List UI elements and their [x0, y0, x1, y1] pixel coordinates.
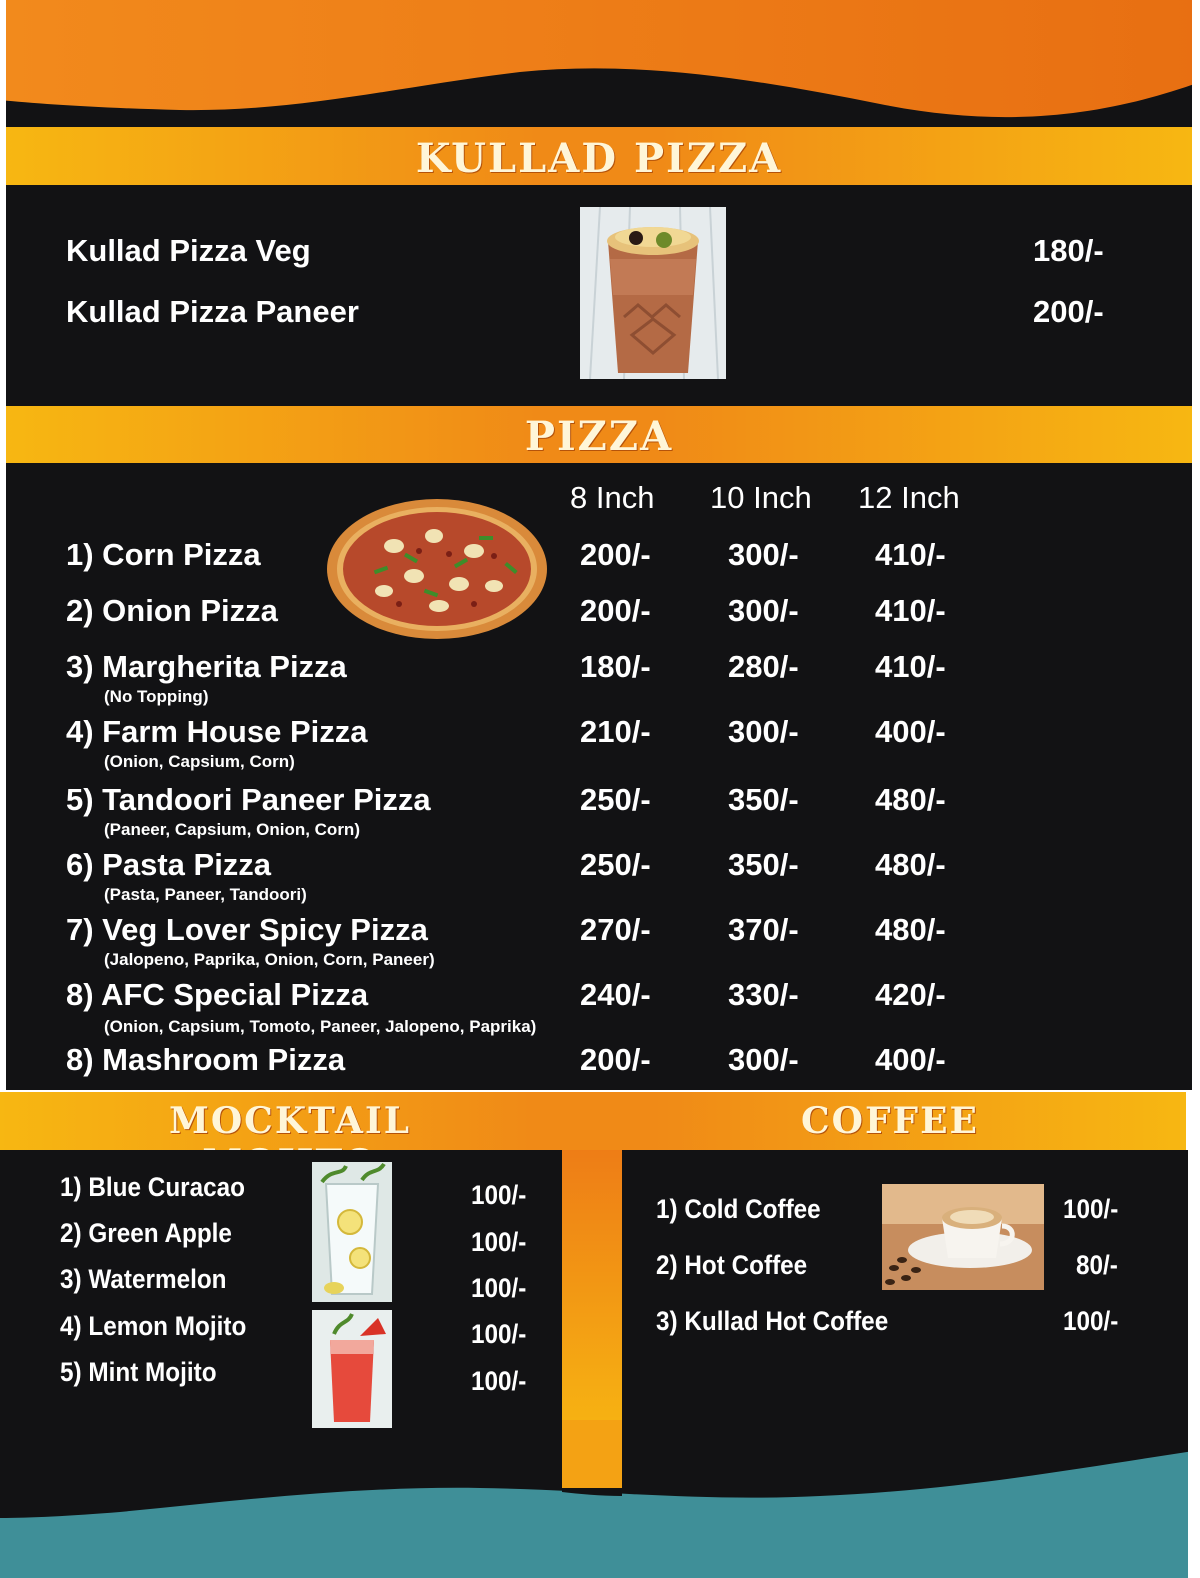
pizza-item-3-price-12: 410/-	[875, 649, 946, 684]
pizza-item-1-price-12: 410/-	[875, 537, 946, 572]
coffee-item-2-price: 80/-	[1076, 1250, 1118, 1280]
size-header-12: 12 Inch	[858, 480, 960, 515]
pizza-item-8-price-10: 330/-	[728, 977, 799, 1012]
pizza-item-3-price-8: 180/-	[580, 649, 651, 684]
kullad-item-1-name: Kullad Pizza Veg	[66, 233, 311, 268]
pizza-item-5-note: (Paneer, Capsium, Onion, Corn)	[104, 820, 360, 839]
pizza-item-5-name: 5) Tandoori Paneer Pizza	[66, 782, 431, 817]
top-wave-decoration	[0, 0, 1200, 140]
kullad-item-2-name: Kullad Pizza Paneer	[66, 294, 359, 329]
coffee-cup-image	[882, 1184, 1044, 1290]
coffee-item-1-price: 100/-	[1063, 1194, 1119, 1224]
mocktail-item-3-price: 100/-	[471, 1273, 527, 1303]
pizza-item-7-price-12: 480/-	[875, 912, 946, 947]
kullad-pizza-image	[580, 207, 726, 379]
pizza-item-4-note: (Onion, Capsium, Corn)	[104, 752, 295, 771]
pizza-item-7-price-10: 370/-	[728, 912, 799, 947]
bottom-wave-decoration	[0, 1420, 1200, 1578]
mocktail-item-2-name: 2) Green Apple	[60, 1218, 232, 1248]
pizza-item-5-price-12: 480/-	[875, 782, 946, 817]
pizza-item-4-name: 4) Farm House Pizza	[66, 714, 368, 749]
pizza-item-1-price-8: 200/-	[580, 537, 651, 572]
pizza-item-2-price-8: 200/-	[580, 593, 651, 628]
pizza-item-8-price-12: 420/-	[875, 977, 946, 1012]
pizza-item-8-price-8: 240/-	[580, 977, 651, 1012]
coffee-item-3-price: 100/-	[1063, 1306, 1119, 1336]
pizza-item-6-price-12: 480/-	[875, 847, 946, 882]
kullad-item-2-price: 200/-	[1033, 294, 1104, 329]
pizza-item-9-name: 8) Mashroom Pizza	[66, 1042, 346, 1077]
mocktail-item-4-price: 100/-	[471, 1319, 527, 1349]
mocktail-item-1-price: 100/-	[471, 1180, 527, 1210]
pizza-item-3-note: (No Topping)	[104, 687, 209, 706]
pizza-item-6-name: 6) Pasta Pizza	[66, 847, 272, 882]
pizza-item-3-name: 3) Margherita Pizza	[66, 649, 347, 684]
pizza-item-7-price-8: 270/-	[580, 912, 651, 947]
size-header-8: 8 Inch	[570, 480, 655, 515]
watermelon-drink-image	[312, 1310, 392, 1428]
pizza-header-band	[6, 406, 1192, 463]
pizza-item-4-price-12: 400/-	[875, 714, 946, 749]
pizza-item-6-note: (Pasta, Paneer, Tandoori)	[104, 885, 307, 904]
pizza-item-3-price-10: 280/-	[728, 649, 799, 684]
kullad-header-band	[6, 127, 1192, 185]
pizza-item-7-name: 7) Veg Lover Spicy Pizza	[66, 912, 428, 947]
coffee-title: COFFEE	[800, 1100, 979, 1142]
center-divider	[562, 1150, 622, 1450]
pizza-item-4-price-8: 210/-	[580, 714, 651, 749]
pizza-item-7-note: (Jalopeno, Paprika, Onion, Corn, Paneer)	[104, 950, 435, 969]
pizza-item-6-price-8: 250/-	[580, 847, 651, 882]
mocktail-item-5-price: 100/-	[471, 1366, 527, 1396]
mocktail-item-2-price: 100/-	[471, 1227, 527, 1257]
pizza-item-5-price-10: 350/-	[728, 782, 799, 817]
pizza-item-8-name: 8) AFC Special Pizza	[66, 977, 369, 1012]
coffee-item-2-name: 2) Hot Coffee	[656, 1250, 808, 1280]
pizza-item-1-name: 1) Corn Pizza	[66, 537, 261, 572]
mojito-image	[312, 1162, 392, 1302]
mocktail-item-3-name: 3) Watermelon	[60, 1264, 227, 1294]
pizza-item-2-name: 2) Onion Pizza	[66, 593, 278, 628]
kullad-title: KULLAD PIZZA	[415, 135, 783, 182]
pizza-item-9-price-12: 400/-	[875, 1042, 946, 1077]
pizza-item-8-note: (Onion, Capsium, Tomoto, Paneer, Jalopeno, Paprika)	[104, 1017, 537, 1036]
pizza-item-9-price-10: 300/-	[728, 1042, 799, 1077]
pizza-item-2-price-10: 300/-	[728, 593, 799, 628]
mocktail-title: MOCKTAIL	[168, 1100, 412, 1142]
pizza-item-5-price-8: 250/-	[580, 782, 651, 817]
coffee-item-3-name: 3) Kullad Hot Coffee	[656, 1306, 889, 1336]
pizza-title: PIZZA	[524, 413, 674, 460]
kullad-item-1-price: 180/-	[1033, 233, 1104, 268]
pizza-item-4-price-10: 300/-	[728, 714, 799, 749]
pizza-item-1-price-10: 300/-	[728, 537, 799, 572]
pizza-item-6-price-10: 350/-	[728, 847, 799, 882]
coffee-item-1-name: 1) Cold Coffee	[656, 1194, 821, 1224]
size-header-10: 10 Inch	[710, 480, 812, 515]
mocktail-item-5-name: 5) Mint Mojito	[60, 1357, 217, 1387]
pizza-item-2-price-12: 410/-	[875, 593, 946, 628]
pizza-item-9-price-8: 200/-	[580, 1042, 651, 1077]
mocktail-item-4-name: 4) Lemon Mojito	[60, 1311, 247, 1341]
mocktail-item-1-name: 1) Blue Curacao	[60, 1172, 246, 1202]
pizza-image	[324, 496, 550, 642]
